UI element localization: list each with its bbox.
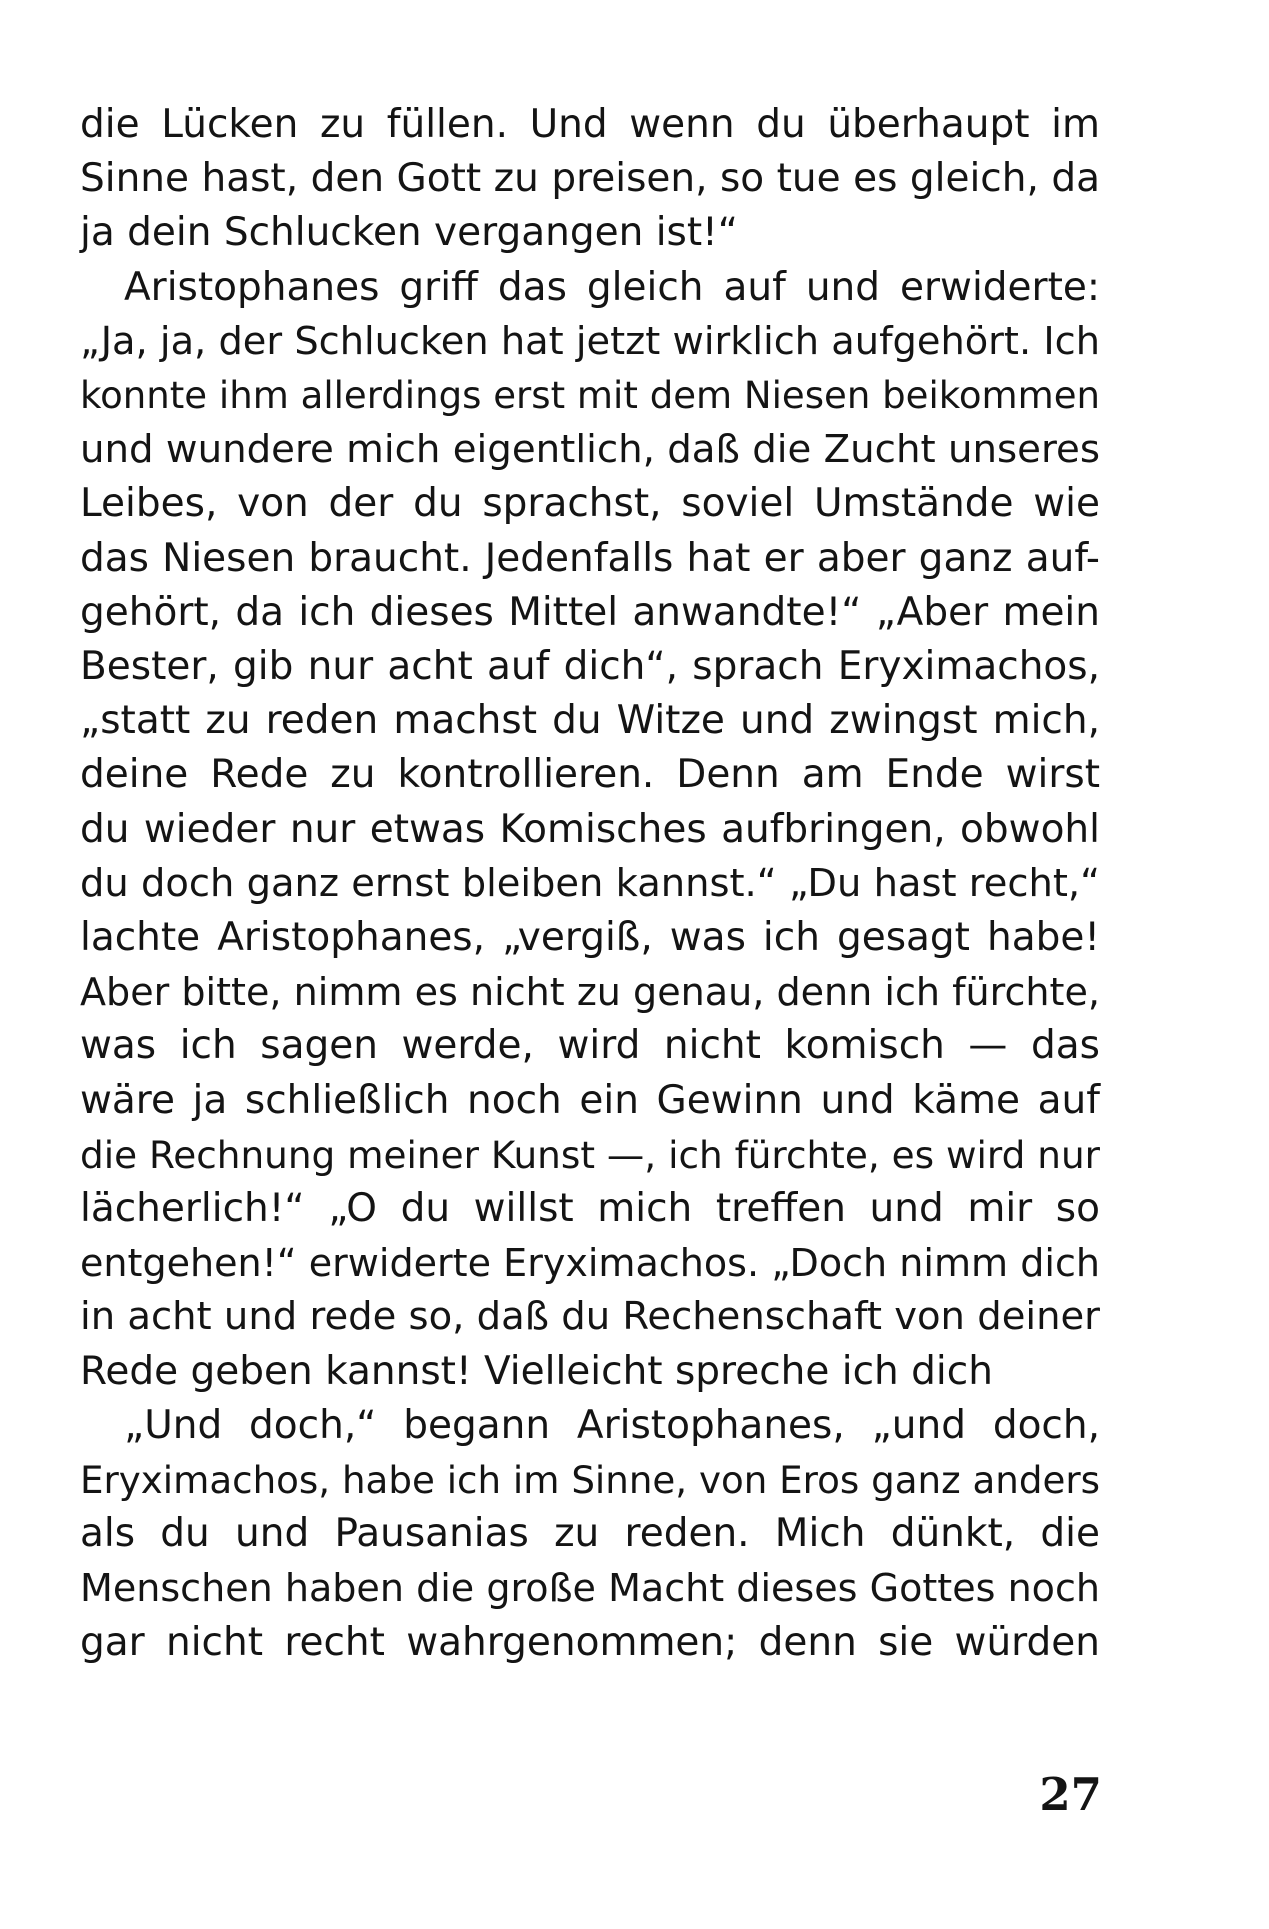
text-line: Aristophanes griff das gleich auf und erwiderte: (124, 264, 1100, 310)
text-line: Eryximachos, habe ich im Sinne, von Eros ganz anders (80, 1458, 1100, 1503)
text-line: „Und doch,“ begann Aristophanes, „und doch, (124, 1402, 1100, 1448)
text-line: „statt zu reden machst du Witze und zwingst mich, (80, 698, 1100, 744)
text-line: und wundere mich eigentlich, daß die Zucht unseres (80, 427, 1100, 473)
text-line: in acht und rede so, daß du Rechenschaft von deiner (80, 1294, 1100, 1340)
text-line: „Ja, ja, der Schlucken hat jetzt wirklich aufgehört. Ich (80, 318, 1100, 364)
text-line: als du und Pausanias zu reden. Mich dünkt, die (80, 1511, 1100, 1557)
text-line: wäre ja schließlich noch ein Gewinn und käme auf (80, 1077, 1100, 1123)
text-line: gar nicht recht wahrgenommen; denn sie würden (80, 1619, 1100, 1665)
paragraph-1 (80, 98, 1100, 261)
text-line: das Niesen braucht. Jedenfalls hat er aber ganz auf- (80, 535, 1100, 581)
paragraph-2 (80, 261, 1100, 1399)
text-line: Aber bitte, nimm es nicht zu genau, denn ich fürchte, (80, 970, 1100, 1015)
text-line: die Rechnung meiner Kunst —, ich fürchte, es wird nur (80, 1132, 1100, 1177)
text-line: Rede geben kannst! Vielleicht spreche ich dich (80, 1348, 993, 1394)
body-text (80, 98, 1100, 1670)
text-line: deine Rede zu kontrollieren. Denn am Ende wirst (80, 752, 1100, 798)
text-line: Bester, gib nur acht auf dich“, sprach Eryximachos, (80, 644, 1100, 690)
text-line: gehört, da ich dieses Mittel anwandte!“ „Aber mein (80, 589, 1100, 635)
text-line: du doch ganz ernst bleiben kannst.“ „Du hast recht,“ (80, 860, 1100, 906)
text-line: du wieder nur etwas Komisches aufbringen, obwohl (80, 806, 1100, 852)
text-line: entgehen!“ erwiderte Eryximachos. „Doch nimm dich (80, 1241, 1100, 1286)
text-line: konnte ihm allerdings erst mit dem Niesen beikommen (80, 374, 1100, 418)
page-number: 27 (1039, 1768, 1102, 1821)
text-line: ja dein Schlucken vergangen ist!“ (80, 210, 738, 256)
text-line: Leibes, von der du sprachst, soviel Umstände wie (80, 481, 1100, 527)
text-line: lächerlich!“ „O du willst mich treffen und mir so (80, 1186, 1100, 1232)
text-line: Menschen haben die große Macht dieses Gottes noch (80, 1566, 1100, 1611)
text-line: was ich sagen werde, wird nicht komisch — das (80, 1023, 1100, 1069)
text-line: die Lücken zu füllen. Und wenn du überhaupt im (80, 102, 1100, 147)
text-line: Sinne hast, den Gott zu preisen, so tue es gleich, da (80, 156, 1100, 202)
text-line: lachte Aristophanes, „vergiß, was ich gesagt habe! (80, 915, 1100, 961)
paragraph-3 (80, 1399, 1100, 1670)
